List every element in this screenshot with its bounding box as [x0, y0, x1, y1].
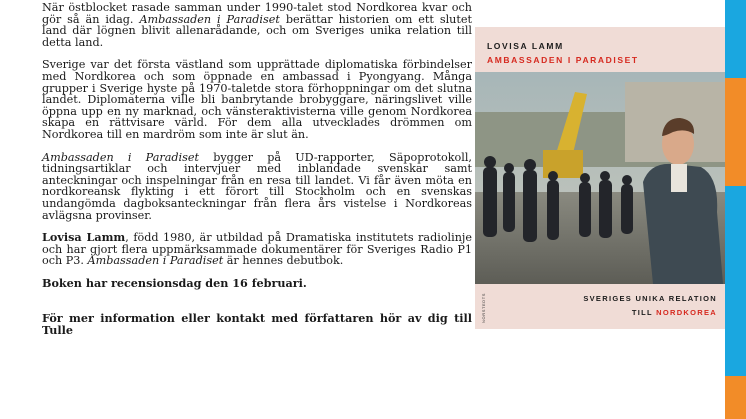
- edge-stripe-orange-bottom: [725, 376, 746, 419]
- paragraph-history: Sverige var det första västland som upprättade diplomatiska förbindelser med Nordkorea och som öppnade en ambassad i Pyongyang. Många grupper i Sverige hyste på 1970-taletde stora förhoppningar om det slutna landet. Diplomaterna ville bli banbrytande brobyggare, näringslivet ville öppna upp en ny marknad, och vänsteraktivisterna ville genom Nordkorea skapa en rättvisare värld. För dem alla utvecklades drömmen om Nordkorea till en mardröm som inte är slut än.: [42, 58, 472, 141]
- paragraph-intro: När östblocket rasade samman under 1990-talet stod Nordkorea kvar och gör så än idag. Ambassaden i Paradiset berättar historien om ett slutet land där lögnen blivit allenarådande, och om Sveriges unika relation till detta land.: [42, 1, 472, 49]
- paragraph-contact: För mer information eller kontakt med författaren hör av dig till Tulle: [42, 311, 472, 338]
- book-cover: [475, 27, 729, 329]
- cover-tagline-1: SVERIGES UNIKA RELATION: [583, 294, 717, 303]
- paragraph-review-date: Boken har recensionsdag den 16 februari.: [42, 275, 307, 290]
- edge-stripe-blue-top: [725, 0, 746, 78]
- edge-stripe-orange-top: [725, 78, 746, 186]
- edge-stripe-blue-mid: [725, 186, 746, 376]
- publisher-logo: NORSTEDTS: [481, 292, 486, 323]
- press-release-text: [42, 2, 472, 348]
- book-author: LOVISA LAMM: [487, 41, 564, 51]
- paragraph-sources: Ambassaden i Paradiset bygger på UD-rapporter, Säpoprotokoll, tidningsartiklar och intervjuer med inblandade svenskar samt anteckningar och inspelningar från en resa till landet. Vi får även möta en nordkoreansk flykting i ett förort till Stockholm och en svenskas undangömda dagboksanteckningar från flera års vistelse i Nordkoreas avlägsna provinser.: [42, 150, 472, 222]
- cover-tagline-2: TILL NORDKOREA: [631, 308, 717, 317]
- book-title: AMBASSADEN I PARADISET: [487, 55, 639, 65]
- paragraph-author-bio: Lovisa Lamm, född 1980, är utbildad på Dramatiska institutets radiolinje och har gjort flera uppmärksammade dokumentärer för Sveriges Radio P1 och P3. Ambassaden i Paradiset är hennes debutbok.: [42, 230, 472, 268]
- cover-photo: [475, 72, 729, 284]
